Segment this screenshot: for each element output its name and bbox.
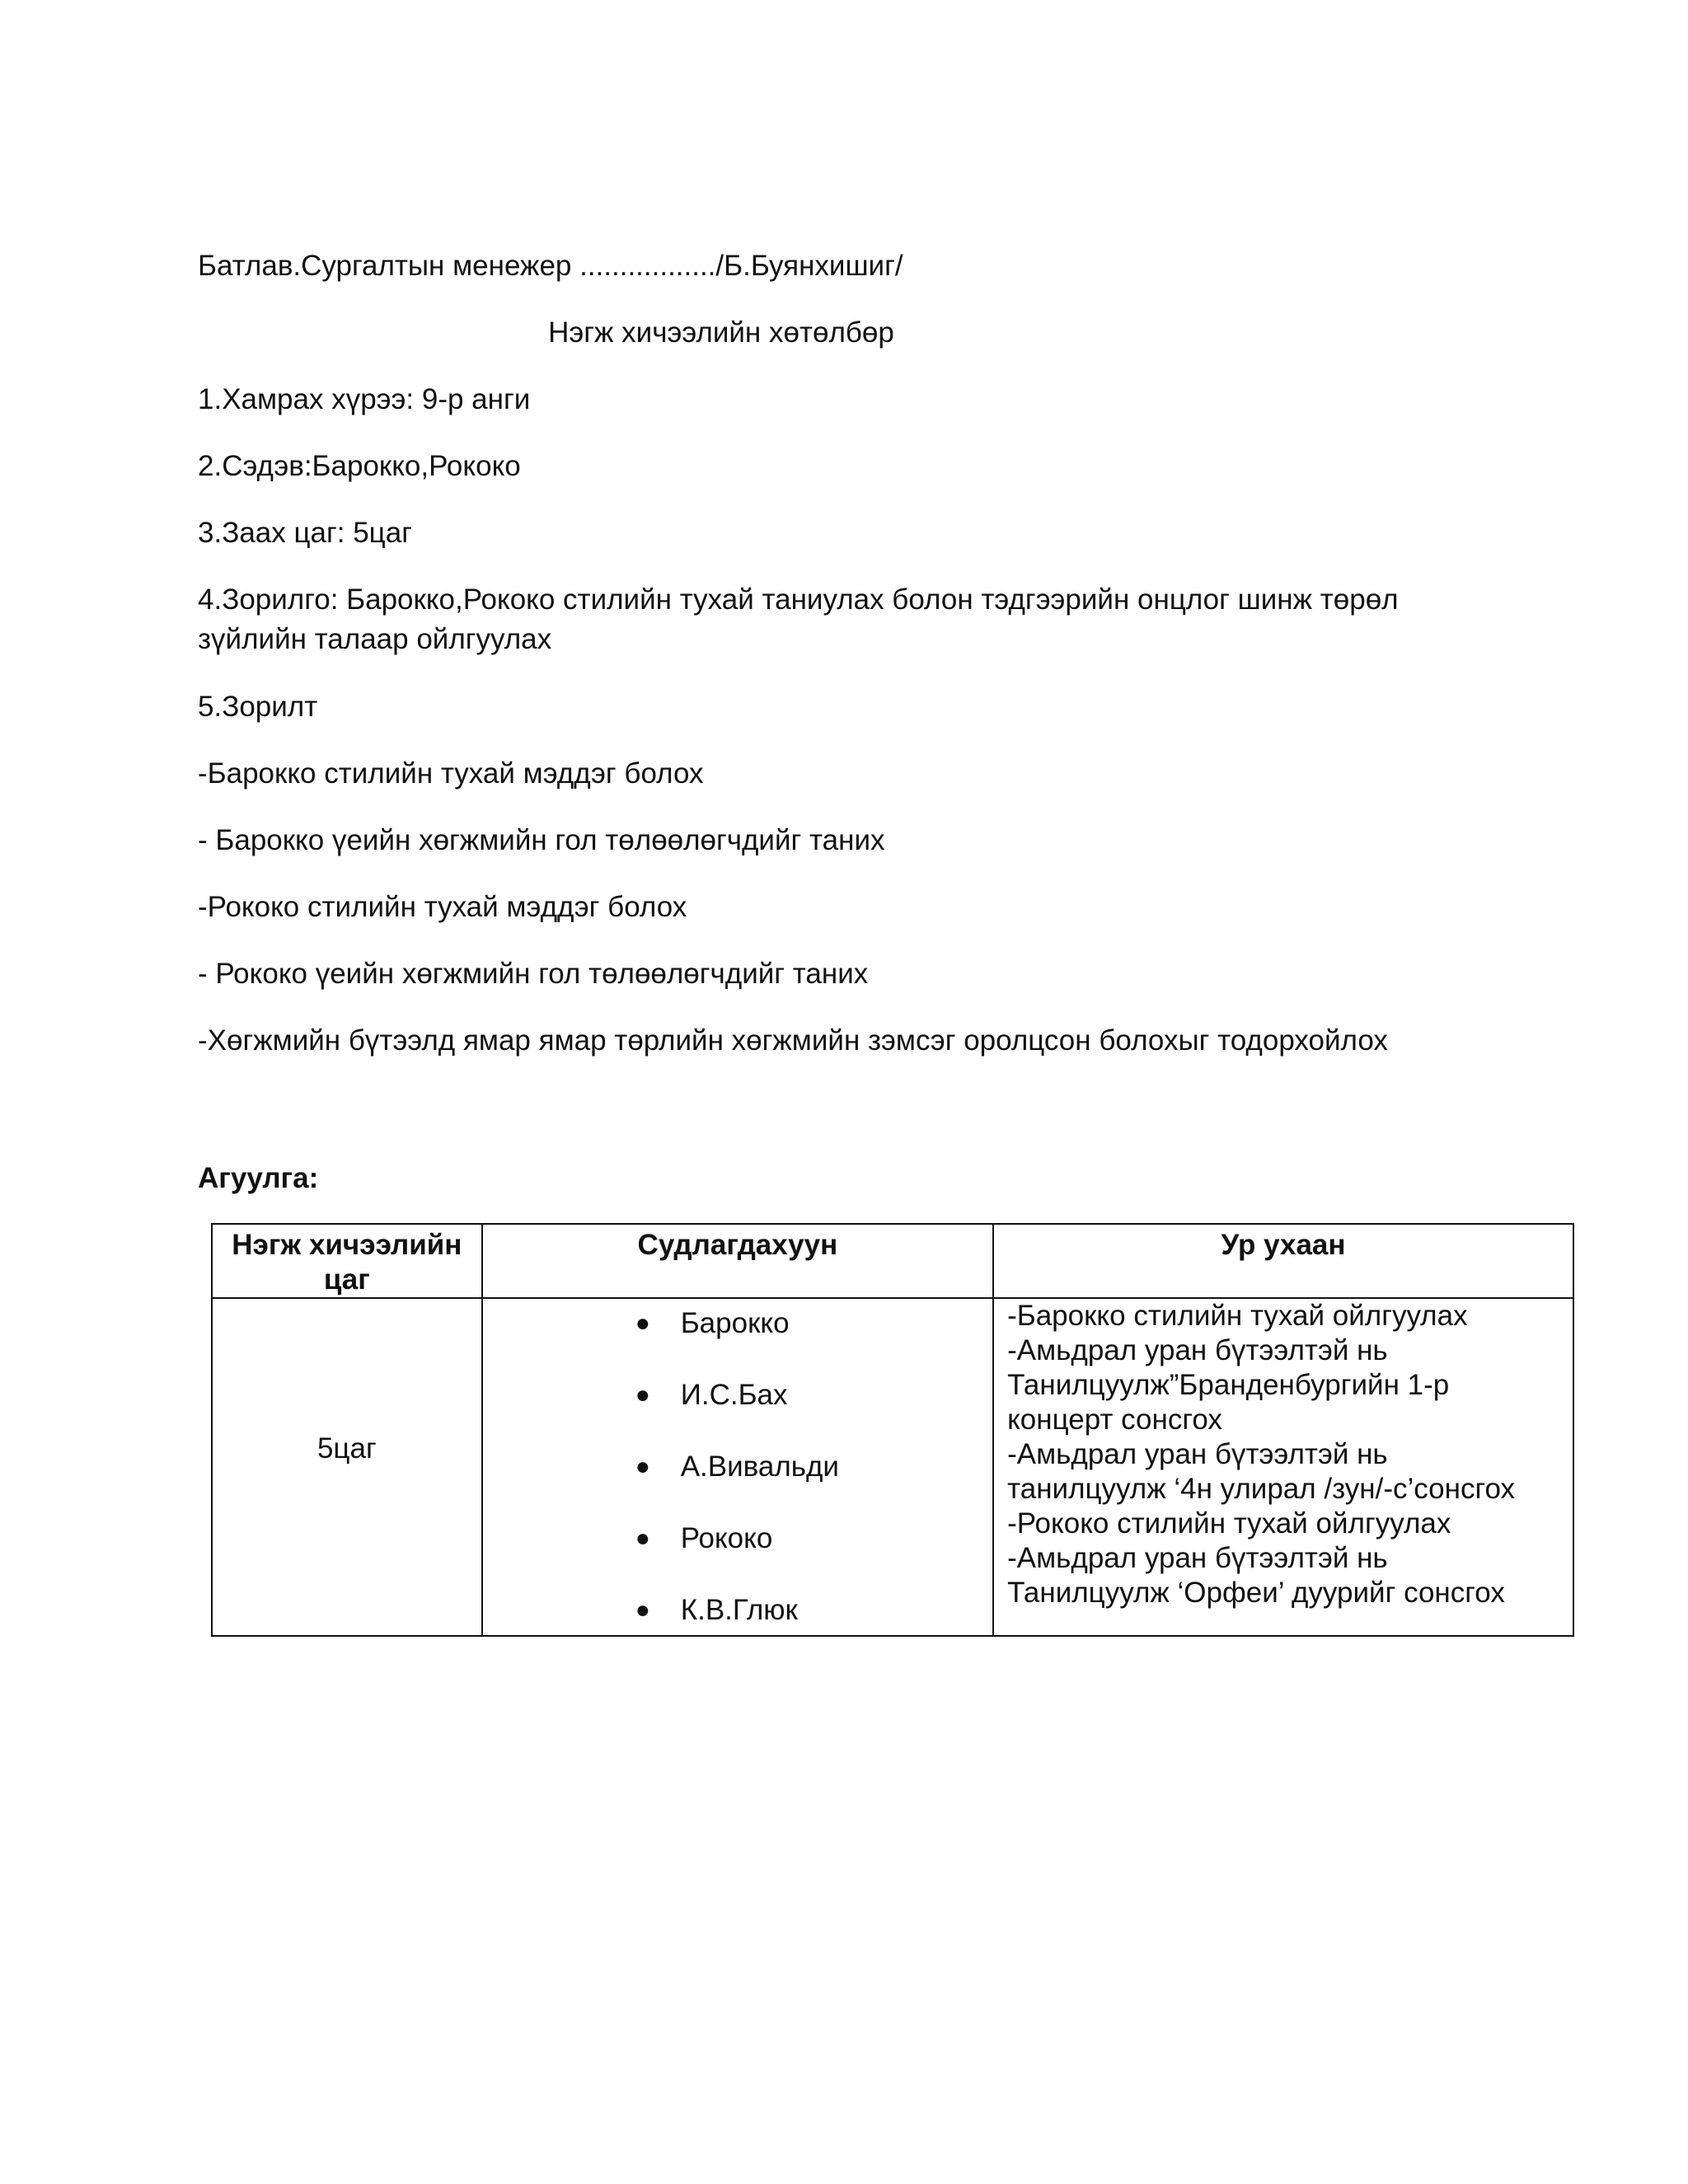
- skills-cell: [993, 1298, 1573, 1636]
- objective-item: -Рококо стилийн тухай мэддэг болох: [198, 891, 687, 923]
- topic-label: Барокко: [680, 1307, 790, 1339]
- header-lesson-hours: Нэгж хичээлийн цаг: [212, 1224, 482, 1298]
- content-table: [211, 1223, 1574, 1637]
- skill-line: Танилцуулж ‘Орфеи’ дуурийг сонсгох: [1007, 1577, 1505, 1609]
- item-hours: 3.Заах цаг: 5цаг: [198, 517, 412, 549]
- document-title: Нэгж хичээлийн хөтөлбөр: [548, 316, 894, 349]
- header-subject: Судлагдахуун: [482, 1224, 993, 1298]
- topics-list: [483, 1299, 992, 1635]
- content-label: Агуулга:: [198, 1162, 319, 1194]
- objective-item: - Рококо үеийн хөгжмийн гол төлөөлөгчдийг таних: [198, 958, 869, 990]
- hours-value: 5цаг: [316, 1432, 377, 1465]
- bullet-icon: ●: [635, 1453, 650, 1480]
- skill-line: -Амьдрал уран бүтээлтэй нь: [1007, 1438, 1388, 1470]
- header-skills: Ур ухаан: [993, 1224, 1573, 1298]
- topics-cell: [482, 1298, 993, 1636]
- item-goal: 4.Зорилго: Барокко,Рококо стилийн тухай таниулах болон тэдгээрийн онцлог шинж төрөл зүйлийн талаар ойлгуулах: [198, 583, 1399, 655]
- objective-item: -Барокко стилийн тухай мэддэг болох: [198, 757, 704, 790]
- skill-line: -Амьдрал уран бүтээлтэй нь: [1007, 1542, 1388, 1574]
- topic-label: Рококо: [680, 1522, 773, 1554]
- table-header-row: [212, 1224, 1573, 1298]
- table-row: [212, 1298, 1573, 1636]
- bullet-icon: ●: [635, 1596, 650, 1624]
- approval-line: Батлав.Сургалтын менежер ................./Б.Буянхишиг/: [198, 250, 903, 282]
- skill-line: танилцуулж ‘4н улирал /зун/-с’сонсгох: [1007, 1473, 1516, 1505]
- objectives-label: 5.Зорилт: [198, 691, 318, 723]
- bullet-icon: ●: [635, 1525, 650, 1552]
- topic-label: К.В.Глюк: [680, 1594, 798, 1626]
- list-item: [483, 1371, 992, 1442]
- bullet-icon: ●: [635, 1381, 650, 1408]
- item-scope: 1.Хамрах хүрээ: 9-р анги: [198, 383, 531, 415]
- topic-label: И.С.Бах: [680, 1379, 788, 1411]
- list-item: [483, 1514, 992, 1586]
- list-item: [483, 1442, 992, 1514]
- skill-line: концерт сонсгох: [1007, 1404, 1222, 1436]
- skill-line: Танилцуулж”Бранденбургийн 1-р: [1007, 1369, 1450, 1401]
- skill-line: -Амьдрал уран бүтээлтэй нь: [1007, 1334, 1388, 1366]
- list-item: [483, 1586, 992, 1635]
- topic-label: А.Вивальди: [680, 1451, 839, 1483]
- skill-line: -Рококо стилийн тухай ойлгуулах: [1007, 1507, 1451, 1540]
- objective-item: -Хөгжмийн бүтээлд ямар ямар төрлийн хөгжмийн зэмсэг оролцсон болохыг тодорхойлох: [198, 1024, 1388, 1057]
- item-topic: 2.Сэдэв:Барокко,Рококо: [198, 450, 521, 482]
- skill-line: -Барокко стилийн тухай ойлгуулах: [1007, 1300, 1468, 1332]
- objective-item: - Барокко үеийн хөгжмийн гол төлөөлөгчдийг таних: [198, 824, 885, 856]
- bullet-icon: ●: [635, 1310, 650, 1337]
- list-item: [483, 1299, 992, 1371]
- hours-cell: [212, 1298, 482, 1636]
